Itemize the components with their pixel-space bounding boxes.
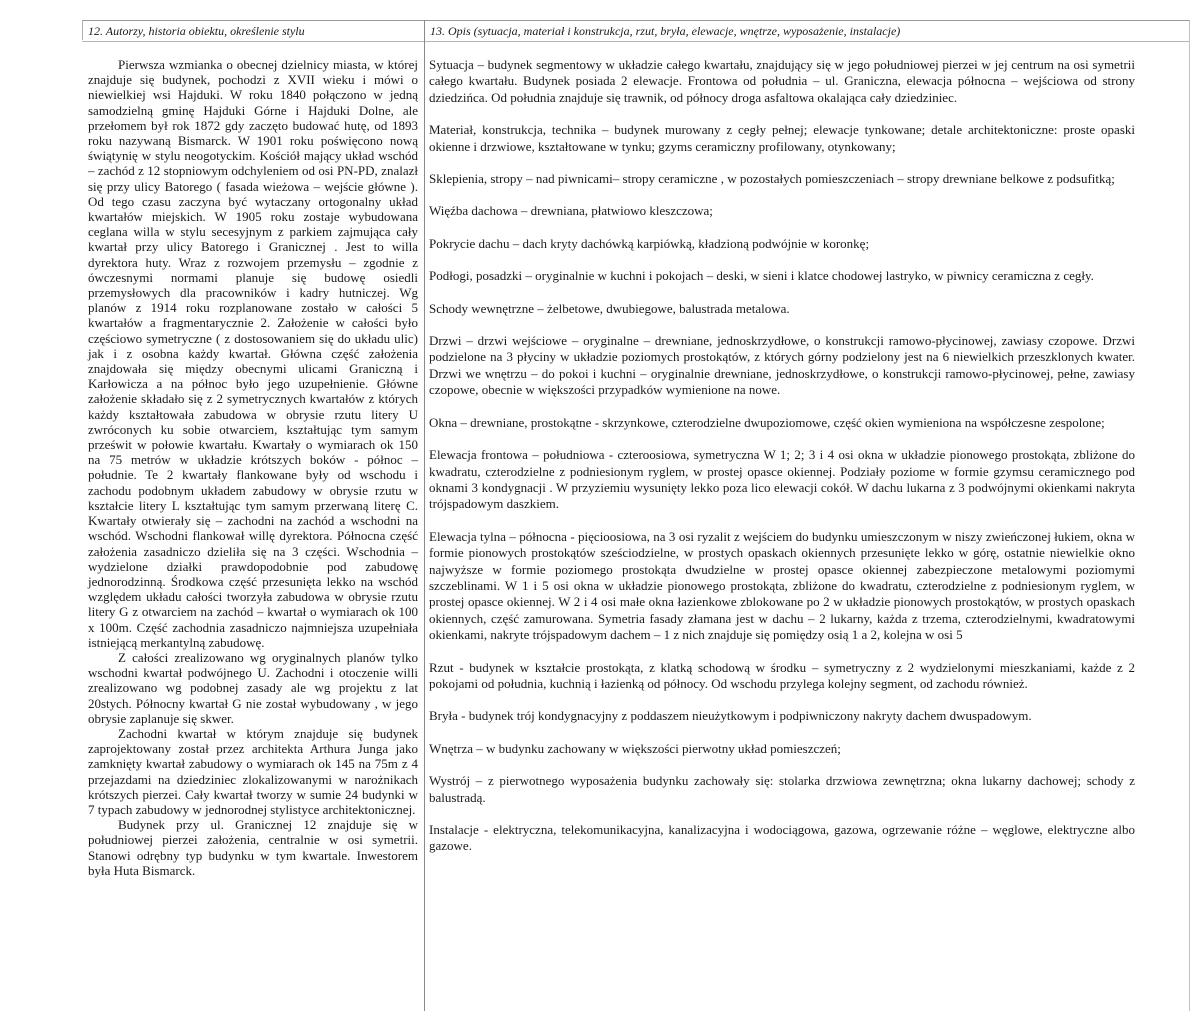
desc-drzwi: Drzwi – drzwi wejściowe – oryginalne – drewniane, jednoskrzydłowe, o konstrukcji ramowo-płycinowej, zawiasy czopowe. Drzwi podzielone na 3 płyciny w układzie poziomych prostokątów, z których górny podzielony jest na 6 niewielkich przeszklonych kwater. Drzwi we wnętrzu – do pokoi i kuchni – oryginalnie drewniane, jednoskrzydłowe, o konstrukcji ramowo-płycinowej, pełne, zawiasy czopowe, obecnie w większości przypadków wymienione na nowe. [429, 333, 1135, 398]
desc-podlogi: Podłogi, posadzki – oryginalnie w kuchni i pokojach – deski, w sieni i klatce chodowej lastryko, w piwnicy ceramiczna z cegły. [429, 268, 1094, 284]
history-paragraph-3: Zachodni kwartał w którym znajduje się budynek zaprojektowany został przez architekta Arthura Junga jako zamknięty kwartał zabudowy o wymiarach ok 145 na 75m z 4 przejazdami na dziedziniec zlokalizowanymi w narożnikach krótszych pierzei. Cały kwartał tworzy w sumie 24 budynki w 7 typach zabudowy w jednorodnej stylistyce architektonicznej. [88, 725, 418, 817]
left-edge-rule [82, 20, 83, 40]
desc-pokrycie: Pokrycie dachu – dach kryty dachówką karpiówką, kładzioną podwójnie w koronkę; [429, 235, 870, 251]
section-13-header: 13. Opis (sytuacja, materiał i konstrukcja, rzut, bryła, elewacje, wnętrze, wyposażenie, instalacje) [430, 24, 901, 38]
desc-wiezba: Więźba dachowa – drewniana, płatwiowo kleszczowa; [429, 203, 713, 219]
desc-wystroj: Wystrój – z pierwotnego wyposażenia budynku zachowały się: stolarka drzwiowa zewnętrzna; okna lukarny dachowej; schody z balustradą. [429, 773, 1135, 805]
history-paragraph-1: Pierwsza wzmianka o obecnej dzielnicy miasta, w której znajduje się budynek, pochodzi z XVII wieku i mówi o niewielkiej wsi Hajduki. W roku 1840 połączono w jedną samodzielną gminę Hajduki Górne i Hajduki Dolne, ale przełomem był rok 1872 gdy zaczęto budować hutę, od 1893 roku nazywaną Bismarck. W 1901 roku poświęcono nową świątynię w stylu neogotyckim. Kościół mający układ wschód – zachód z 12 stopniowym odchyleniem od osi PN-PD, znalazł się przy ulicy Batorego ( fasada wieżowa – wejście główne ). Od tego czasu zaczyna być wytaczany ortogonalny układ kwartałów miejskich. W 1905 roku zostaje wybudowana ceglana willa w stylu secesyjnym z parkiem zajmująca cały kwartał przy ulicy Batorego i Granicznej . Jest to willa dyrektora huty. Wraz z rozwojem przemysłu – zgodnie z ówczesnymi normami planuje się budowę osiedli przemysłowych dla pracowników i kadry hutniczej. Wg planów z 1914 roku rozplanowane zostało w całości 5 kwartałów a fragmentarycznie 2. Założenie w całości było częściowo symetryczne ( z dostosowaniem się do układu ulic) jak i z osobna każdy kwartał. Główna część założenia znajdowała się między obecnymi ulicami Graniczną i Karłowicza a na północ było jego uzupełnienie. Główne założenie składało się z 2 symetrycznych kwartałów z których każdy kształtowała zabudowa w obrysie rzutu litery U zwróconych ku sobie otwarciem, kształtując tym samym prześwit w połowie kwartału. Kwartały o wymiarach ok 150 na 75 metrów w układzie krótszych boków - północ – południe. Te 2 kwartały flankowane były od wschodu i zachodu podobnym układem zabudowy w obrysie rzutu w kształcie litery L kształtując tym samym przerwaną literę C. Kwartały otwierały się – zachodni na zachód a wschodni na wschód. Wschodni flankował willę dyrektora. Północna część założenia zasadniczo dzieliła się na 3 części. Wschodnia – wydzielone działki prawdopodobnie pod zabudowę jednorodzinną. Środkowa część przesunięta lekko na wschód względem układu całości tworzyła zabudowa w obrysie rzutu litery G z otwarciem na zachód – kwartał o wymiarach ok 100 x 100m. Część zachodnia zasadniczo najmniejsza uzupełniała istniejącą merkantylną zabudowę. [88, 57, 418, 650]
desc-rzut: Rzut - budynek w kształcie prostokąta, z klatką schodową w środku – symetryczny z 2 wydzielonymi mieszkaniami, każde z 2 pokojami od południa, kuchnią i łazienką od północy. Od wschodu przylega kolejny segment, od zachodu również. [429, 659, 1135, 691]
desc-okna: Okna – drewniane, prostokątne - skrzynkowe, czterodzielne dwupoziomowe, część okien wymieniona na współczesne zespolone; [429, 414, 1105, 430]
right-edge-rule [1189, 20, 1190, 1011]
desc-material: Materiał, konstrukcja, technika – budynek murowany z cegły pełnej; elewacje tynkowane; detale architektoniczne: proste opaski okienne i drzwiowe, kształtowane w tynku; gzyms ceramiczny profilowany, otynkowany; [429, 122, 1135, 154]
desc-sytuacja: Sytuacja – budynek segmentowy w układzie całego kwartału, znajdujący się w jego południowej pierzei w jej centrum na osi symetrii całego kwartału. Budynek posiada 2 elewacje. Frontowa od południa – ul. Graniczna, elewacja północna – wejściowa od strony dziedzińca. Od południa znajduje się trawnik, od północy droga asfaltowa okalająca cały dziedziniec. [429, 57, 1135, 105]
section-12-header: 12. Autorzy, historia obiektu, określenie stylu [88, 24, 305, 38]
column-divider [424, 20, 425, 1011]
desc-bryla: Bryła - budynek trój kondygnacyjny z poddaszem nieużytkowym i podpiwniczony nakryty dachem dwuspadowym. [429, 708, 1032, 724]
description-column [429, 57, 1135, 871]
history-paragraph-4: Budynek przy ul. Granicznej 12 znajduje się w południowej pierzei założenia, centralnie w osi symetrii. Stanowi odrębny typ budynku w tym kwartale. Inwestorem była Huta Bismarck. [88, 817, 418, 878]
history-paragraph-2: Z całości zrealizowano wg oryginalnych planów tylko wschodni kwartał podwójnego U. Zachodni i otoczenie willi zrealizowano wg podobnej zasady ale wg projektu z lat 20stych. Północny kwartał G nie został wybudowany , w jego obrysie zaplanuje się skwer. [88, 649, 418, 726]
desc-elewacja-tylna: Elewacja tylna – północna - pięcioosiowa, na 3 osi ryzalit z wejściem do budynku umieszczonym w niszy zwieńczonej łukiem, okna w formie pionowych prostokątów sześciodzielne, w prostych opaskach okiennych przesunięte lekko w górę, ostatnie niewielkie okno najwyższe w formie poziomego prostokąta dwudzielne w prostej opasce okiennej zabezpieczone metalowymi poziomymi szczeblinami. W 1 i 5 osi okna w układzie pionowego prostokąta, zbliżone do kwadratu, czterodzielne z podniesionym ryglem, w prostej opasce okiennej. W 2 i 4 osi małe okna łazienkowe zblokowane po 2 w układzie pionowych prostokątów, w prostych opaskach okiennych, część zamurowana. Symetria fasady złamana jest w dachu – 2 lukarny, każda z trzema, czterodzielnymi, kwadratowymi okienkami, nakryte trójspadowym dachem – 1 z nich znajduje się pomiędzy osią 1 a 2, kolejna w osi 5 [429, 528, 1135, 643]
desc-sklepienia: Sklepienia, stropy – nad piwnicami– stropy ceramiczne , w pozostałych pomieszczeniach – stropy drewniane belkowe z podsufitką; [429, 171, 1115, 187]
header-rule [82, 41, 1190, 42]
history-column [88, 57, 418, 878]
desc-wnetrza: Wnętrza – w budynku zachowany w większości pierwotny układ pomieszczeń; [429, 740, 841, 756]
desc-elewacja-frontowa: Elewacja frontowa – południowa - czteroosiowa, symetryczna W 1; 2; 3 i 4 osi okna w układzie pionowego prostokąta, zbliżone do kwadratu, czterodzielne z podniesionym ryglem, w prostej opasce okiennej. Podziały poziome w formie gzymsu ceramicznego pod oknami 3 kondygnacji . W przyziemiu wysunięty lekko poza lico elewacji cokół. W dachu lukarna z 3 podwójnymi okienkami nakryta trójspadowym daszkiem. [429, 447, 1135, 512]
desc-instalacje: Instalacje - elektryczna, telekomunikacyjna, kanalizacyjna i wodociągowa, gazowa, ogrzewanie różne – węglowe, elektryczne albo gazowe. [429, 822, 1135, 854]
top-rule [82, 20, 1190, 21]
desc-schody: Schody wewnętrzne – żelbetowe, dwubiegowe, balustrada metalowa. [429, 300, 790, 316]
